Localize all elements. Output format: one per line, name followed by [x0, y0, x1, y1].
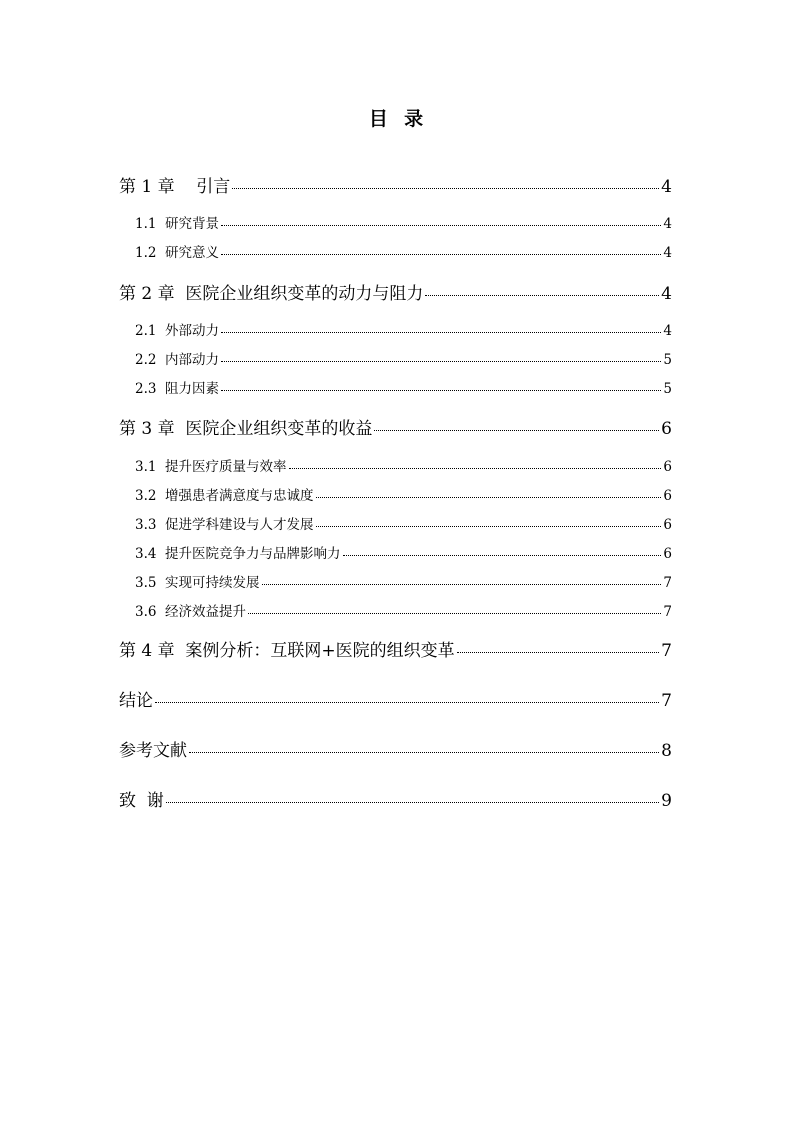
toc-entry-section-3-3[interactable] [135, 513, 672, 533]
toc-entry-label: 致 谢 [119, 791, 164, 811]
toc-entry-label: 3.3 促进学科建设与人才发展 [135, 517, 314, 533]
toc-entry-acknowledgements[interactable] [119, 786, 672, 810]
toc-entry-section-3-2[interactable] [135, 484, 672, 504]
toc-entry-label: 3.5 实现可持续发展 [135, 575, 260, 591]
toc-entry-page: 6 [661, 419, 672, 439]
toc-entry-section-3-4[interactable] [135, 542, 672, 562]
toc-entry-page: 8 [661, 741, 672, 761]
toc-entry-page: 6 [663, 517, 672, 533]
dot-leader [343, 555, 662, 556]
dot-leader [262, 584, 662, 585]
dot-leader [221, 225, 661, 226]
dot-leader [316, 497, 662, 498]
toc-entry-label: 第 2 章 医院企业组织变革的动力与阻力 [119, 284, 424, 304]
toc-entry-page: 6 [663, 488, 672, 504]
toc-entry-label: 3.2 增强患者满意度与忠诚度 [135, 488, 314, 504]
toc-entry-section-3-1[interactable] [135, 455, 672, 475]
toc-entry-section-3-5[interactable] [135, 571, 672, 591]
toc-title: 目 录 [368, 108, 425, 130]
toc-entry-page: 5 [663, 352, 672, 368]
toc-entry-references[interactable] [119, 736, 672, 760]
toc-entry-page: 4 [663, 216, 672, 232]
toc-entry-page: 4 [661, 284, 672, 304]
dot-leader [374, 430, 659, 431]
toc-entry-label: 第 3 章 医院企业组织变革的收益 [119, 419, 373, 439]
dot-leader [221, 254, 661, 255]
toc-entry-chapter-1[interactable] [119, 172, 672, 196]
toc-entry-page: 7 [661, 641, 672, 661]
dot-leader [155, 702, 659, 703]
dot-leader [189, 752, 659, 753]
toc-entry-label: 参考文献 [119, 741, 187, 761]
toc-entry-chapter-2[interactable] [119, 279, 672, 303]
dot-leader [221, 361, 661, 362]
toc-entry-page: 4 [663, 323, 672, 339]
toc-entry-label: 第 1 章 引言 [119, 177, 231, 197]
toc-entry-page: 9 [661, 791, 672, 811]
toc-entry-page: 6 [663, 546, 672, 562]
toc-entry-section-1-1[interactable] [135, 212, 672, 232]
dot-leader [248, 613, 661, 614]
dot-leader [232, 188, 659, 189]
toc-entry-label: 2.3 阻力因素 [135, 381, 220, 397]
toc-entry-label: 2.1 外部动力 [135, 323, 220, 339]
toc-entry-label: 3.1 提升医疗质量与效率 [135, 459, 287, 475]
toc-entry-page: 7 [663, 604, 672, 620]
dot-leader [457, 652, 659, 653]
dot-leader [316, 526, 662, 527]
dot-leader [166, 802, 659, 803]
dot-leader [221, 332, 661, 333]
toc-entry-page: 6 [663, 459, 672, 475]
toc-entry-page: 5 [663, 381, 672, 397]
toc-entry-section-2-3[interactable] [135, 377, 672, 397]
toc-entry-chapter-4[interactable] [119, 636, 672, 660]
toc-entry-page: 4 [661, 177, 672, 197]
dot-leader [425, 295, 659, 296]
toc-entry-section-1-2[interactable] [135, 241, 672, 261]
toc-entry-section-3-6[interactable] [135, 600, 672, 620]
toc-entry-label: 1.2 研究意义 [135, 245, 220, 261]
toc-entry-conclusion[interactable] [119, 686, 672, 710]
toc-entry-label: 结论 [119, 691, 153, 711]
dot-leader [221, 390, 661, 391]
toc-entry-page: 4 [663, 245, 672, 261]
toc-entry-label: 2.2 内部动力 [135, 352, 220, 368]
toc-entry-section-2-2[interactable] [135, 348, 672, 368]
toc-entry-section-2-1[interactable] [135, 319, 672, 339]
toc-entry-label: 第 4 章 案例分析：互联网+医院的组织变革 [119, 641, 455, 661]
dot-leader [289, 468, 662, 469]
toc-entry-label: 1.1 研究背景 [135, 216, 220, 232]
toc-entry-page: 7 [661, 691, 672, 711]
toc-entry-chapter-3[interactable] [119, 414, 672, 438]
toc-entry-page: 7 [663, 575, 672, 591]
toc-entry-label: 3.6 经济效益提升 [135, 604, 247, 620]
toc-entry-label: 3.4 提升医院竞争力与品牌影响力 [135, 546, 341, 562]
